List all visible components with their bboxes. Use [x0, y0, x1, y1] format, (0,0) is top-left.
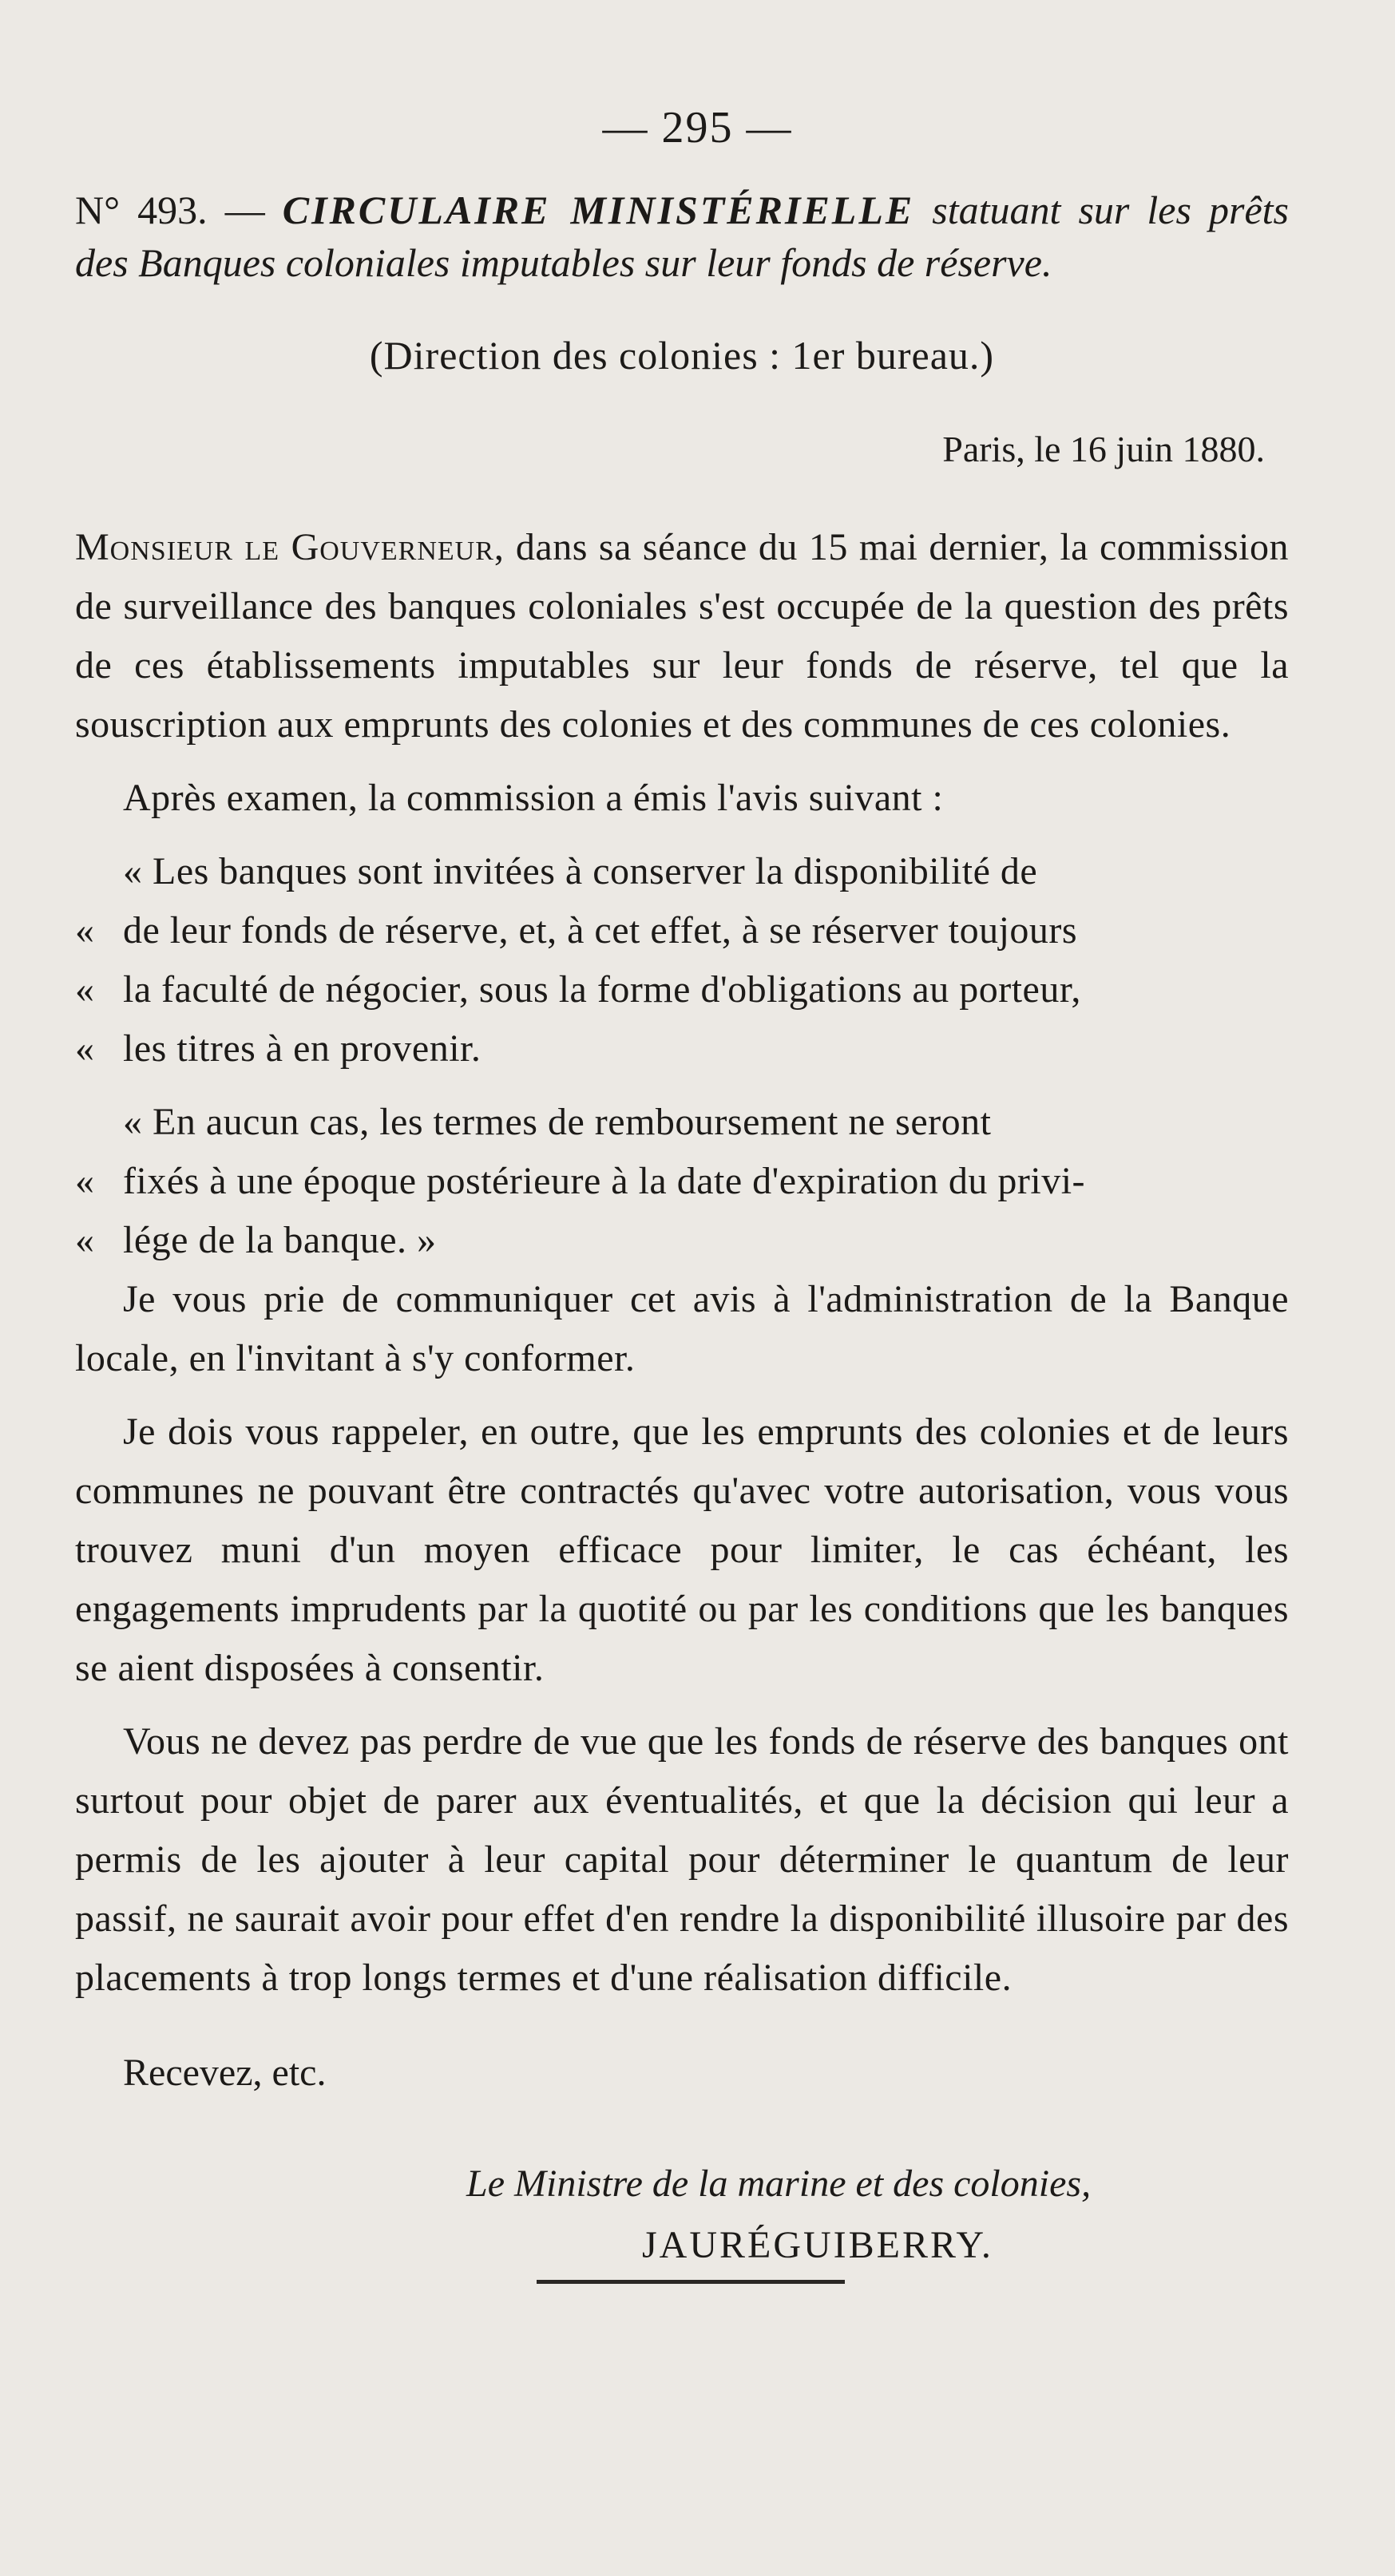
quote-mark: [75, 842, 123, 901]
quote-line: [75, 1211, 1289, 1270]
paragraph-4: Je dois vous rappeler, en outre, que les emprunts des colonies et de leurs communes ne pouvant être contractés qu'avec votre autorisation, vous vous trouvez muni d'un moyen efficace pour limiter, le cas échéant, les engagements imprudents par la quotité ou par les conditions que les banques se aient disposées à consentir.: [75, 1411, 1289, 1689]
quotation-2: [75, 1093, 1289, 1270]
end-rule-divider: [537, 2280, 845, 2284]
quote-mark: «: [75, 1160, 95, 1202]
closing-formula: Recevez, etc.: [123, 2052, 327, 2094]
quote-mark: «: [75, 1219, 95, 1261]
circular-subject: statuant sur les prêts des Banques coloniales imputables sur leur fonds de réserve.: [75, 188, 1290, 285]
quote-line: [75, 1093, 1289, 1152]
quote-mark: «: [75, 1027, 95, 1070]
paragraph-2: Après examen, la commission a émis l'avis suivant :: [123, 777, 944, 819]
signature-role: Le Ministre de la marine et des colonies,: [466, 2162, 1092, 2205]
document-title: [75, 184, 1289, 289]
page-number: — 295 —: [602, 103, 793, 152]
quote-open-mark: «: [123, 1101, 143, 1143]
date-line: Paris, le 16 juin 1880.: [942, 429, 1265, 469]
quote-line: [75, 901, 1289, 960]
quote-line: [75, 960, 1289, 1019]
circular-heading: CIRCULAIRE MINISTÉRIELLE: [282, 188, 915, 232]
paragraph-1-text: dans sa séance du 15 mai dernier, la commission de surveillance des banques coloniales s'est occupée de la question des prêts de ces établissements imputables sur leur fonds de réserve, tel que la souscription aux emprunts des colonies et des communes de ces colonies.: [75, 526, 1289, 746]
circular-number: N° 493. —: [75, 188, 265, 232]
quote-mark: [75, 1093, 123, 1152]
salutation: Monsieur le Gouverneur,: [75, 526, 505, 568]
quote-text: la faculté de négocier, sous la forme d'obligations au porteur,: [123, 968, 1081, 1011]
quote-text: « En aucun cas, les termes de remboursement ne seront: [123, 1101, 992, 1143]
signature-name: JAURÉGUIBERRY.: [642, 2224, 993, 2266]
quote-line: [75, 1152, 1289, 1211]
direction-line: (Direction des colonies : 1er bureau.): [369, 333, 995, 378]
paragraph-5: Vous ne devez pas perdre de vue que les fonds de réserve des banques ont surtout pour objet de parer aux éventualités, et que la décision qui leur a permis de les ajouter à leur capital pour déterminer le quantum de leur passif, ne saurait avoir pour effet d'en rendre la disponibilité illusoire par des placements à trop longs termes et d'une réalisation difficile.: [75, 1720, 1289, 1999]
quotation-1: [75, 842, 1289, 1078]
paragraph-3: Je vous prie de communiquer cet avis à l'administration de la Banque locale, en l'invitant à s'y conformer.: [75, 1278, 1289, 1379]
quote-text: les titres à en provenir.: [123, 1027, 482, 1070]
quote-text: de leur fonds de réserve, et, à cet effet, à se réserver toujours: [123, 909, 1078, 952]
quote-line: [75, 842, 1289, 901]
paragraph-1: [75, 518, 1289, 754]
quote-text: lége de la banque. »: [123, 1219, 437, 1261]
quote-text: « Les banques sont invitées à conserver la disponibilité de: [123, 850, 1038, 892]
document-content: [75, 184, 1289, 2267]
quote-open-mark: «: [123, 850, 143, 892]
quote-text: fixés à une époque postérieure à la date d'expiration du privi-: [123, 1160, 1086, 1202]
letter-body: [75, 518, 1289, 2008]
quote-mark: «: [75, 968, 95, 1011]
quote-mark: «: [75, 909, 95, 952]
quote-line: [75, 1019, 1289, 1078]
